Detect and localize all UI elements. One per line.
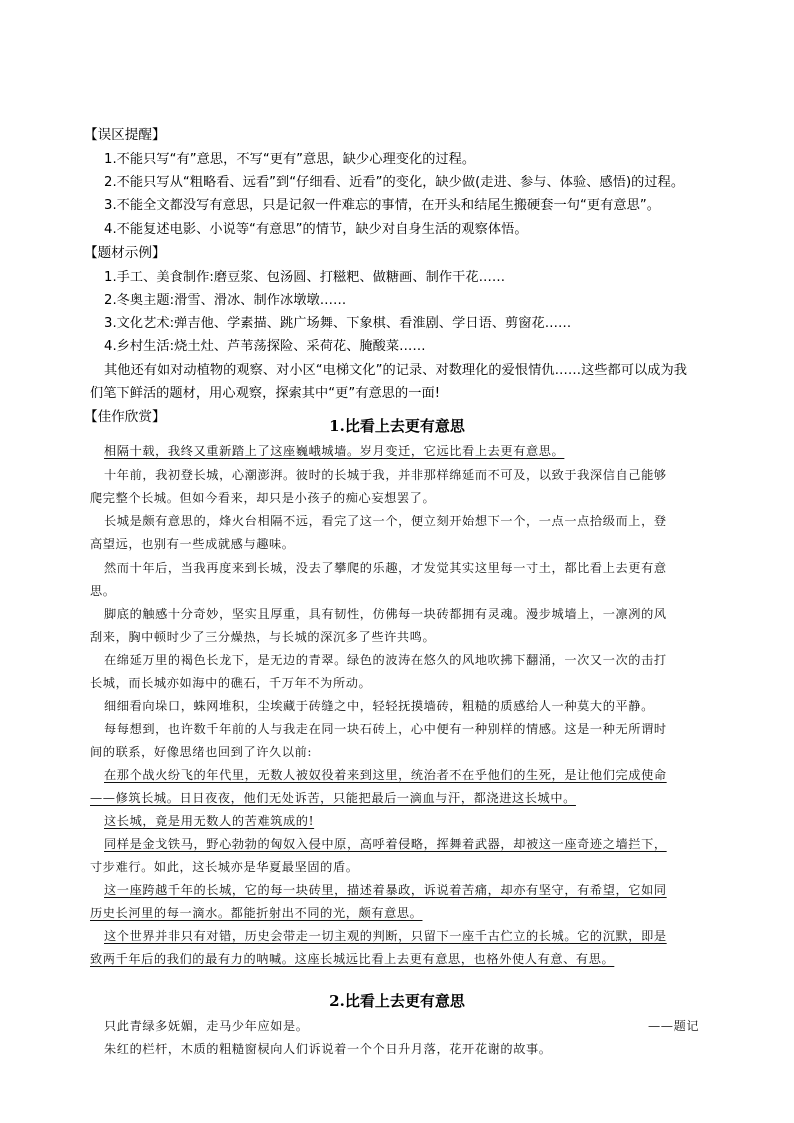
essay1-line-15: 在那个战火纷飞的年代里，无数人被奴役着来到这里，统治者不在乎他们的生死，是让他们完成使命 [104,768,667,782]
mistake-item-3: 3.不能全文都没写有意思，只是记叙一件难忘的事情，在开头和结尾生搬硬套一句“更有意思”。 [104,198,660,213]
essay1-line-21: 历史长河里的每一滴水。都能折射出不同的光，颇有意思。 [90,906,423,920]
essay1-line-13: 每每想到，也许数千年前的人与我走在同一块石砖上，心中便有一种别样的情感。这是一种无所谓时 [104,722,667,736]
mistake-item-1: 1.不能只写“有”意思，不写“更有”意思，缺少心理变化的过程。 [104,152,476,167]
mistake-item-2: 2.不能只写从“粗略看、远看”到“仔细看、近看”的变化，缺少做(走进、参与、体验、感悟)的过程。 [104,175,685,190]
essay1-line-18: 同样是金戈铁马，野心勃勃的匈奴入侵中原，高呼着侵略，挥舞着武器，却被这一座奇迹之墙拦下， [104,837,667,851]
section-title-materials: 【题材示例】 [84,245,166,261]
essay1-line-7: 思。 [90,584,116,598]
section-title-mistakes: 【误区提醒】 [84,127,166,143]
section-title-excellent: 【佳作欣赏】 [84,409,166,425]
essay1-line-19: 寸步难行。如此，这长城亦是华夏最坚固的盾。 [90,860,359,874]
essay1-title: 1.比看上去更有意思 [329,417,465,435]
material-item-1: 1.手工、美食制作:磨豆浆、包汤圆、打糍粑、做糖画、制作干花…… [104,270,506,285]
mistake-item-4: 4.不能复述电影、小说等“有意思”的情节，缺少对自身生活的观察体悟。 [104,222,528,237]
essay1-line-6: 然而十年后，当我再度来到长城，没去了攀爬的乐趣，才发觉其实这里每一寸土，都比看上去更有意 [104,561,667,575]
essay1-line-11: 长城，而长城亦如海中的礁石，千万年不为所动。 [90,676,372,690]
essay2-line-1: 朱红的栏杆，木质的粗糙窗棂向人们诉说着一个个日升月落，花开花谢的故事。 [104,1042,552,1056]
essay1-line-20: 这一座跨越千年的长城，它的每一块砖里，描述着暴政，诉说着苦痛，却亦有坚守，有希望，它如同 [104,883,667,897]
essay1-line-8: 脚底的触感十分奇妙，坚实且厚重，具有韧性，仿佛每一块砖都拥有灵魂。漫步城墙上，一凛冽的风 [104,607,667,621]
essay2-epigraph: 只此青绿多妩媚，走马少年应如是。 [104,1019,309,1033]
essay2-title: 2.比看上去更有意思 [329,992,465,1010]
essay1-line-12: 细细看向垛口，蛛网堆积，尘埃藏于砖缝之中，轻轻抚摸墙砖，粗糙的质感给人一种莫大的平静。 [104,699,654,713]
essay1-line-22: 这个世界并非只有对错，历史会带走一切主观的判断，只留下一座千古伫立的长城。它的沉默，即是 [104,929,667,943]
essay1-line-17: 这长城，竟是用无数人的苦难筑成的! [104,814,315,828]
essay1-line-4: 长城是颇有意思的，烽火台相隔不远，看完了这一个，便立刻开始想下一个，一点一点拾级而上，登 [104,514,667,528]
materials-summary-line-2: 们笔下鲜活的题材，用心观察，探索其中“更”有意思的一面! [90,386,441,401]
material-item-3: 3.文化艺术:弹吉他、学素描、跳广场舞、下象棋、看淮剧、学日语、剪窗花…… [104,316,572,331]
essay2-epigraph-source: ——题记 [648,1019,700,1033]
essay1-line-10: 在绵延万里的褐色长龙下，是无边的青翠。绿色的波涛在悠久的风地吹拂下翻涌，一次又一次的击打 [104,653,667,667]
essay1-line-14: 间的联系，好像思绪也回到了许久以前: [90,745,313,759]
essay1-line-9: 刮来，胸中顿时少了三分燥热，与长城的深沉多了些许共鸣。 [90,630,436,644]
material-item-2: 2.冬奥主题:滑雪、滑冰、制作冰墩墩…… [104,293,347,308]
essay1-line-5: 高望远，也别有一些成就感与趣味。 [90,537,295,551]
essay1-line-16: ——修筑长城。日日夜夜，他们无处诉苦，只能把最后一滴血与汗，都浇进这长城中。 [90,791,576,805]
essay1-line-2: 十年前，我初登长城，心潮澎湃。彼时的长城于我，并非那样绵延而不可及，以致于我深信自己能够 [104,468,667,482]
essay1-line-3: 爬完整个长城。但如今看来，却只是小孩子的痴心妄想罢了。 [90,491,436,505]
materials-summary-line-1: 其他还有如对动植物的观察、对小区“电梯文化”的记录、对数理化的爱恨情仇……这些都可以成为我 [104,363,687,378]
essay1-line-1: 相隔十载，我终又重新踏上了这座巍峨城墙。岁月变迁，它远比看上去更有意思。 [104,444,565,458]
essay1-line-23: 致两千年后的我们的最有力的呐喊。这座长城远比看上去更有意思，也格外使人有意、有思。 [90,952,615,966]
material-item-4: 4.乡村生活:烧土灶、芦苇荡探险、采荷花、腌酸菜…… [104,339,426,354]
